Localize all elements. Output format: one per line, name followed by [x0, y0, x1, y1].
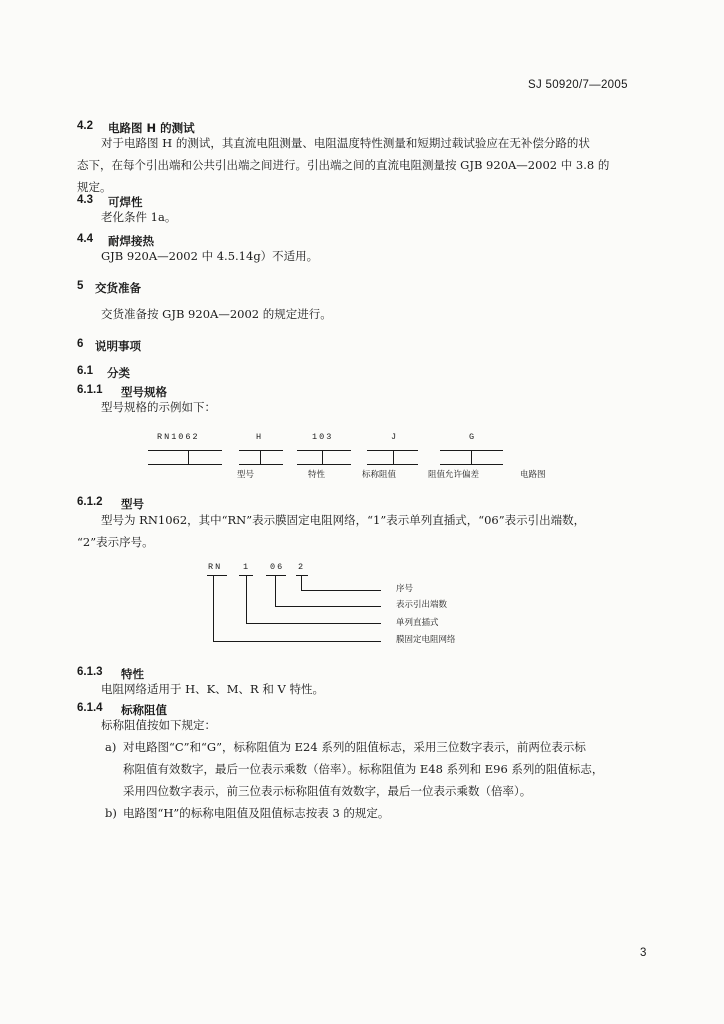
- example-bar-tolerance-stem: [393, 450, 394, 464]
- section-4-4-number: 4.4: [77, 233, 93, 245]
- section-4-3-title: 可焊性: [108, 195, 143, 209]
- section-4-3-number: 4.3: [77, 194, 93, 206]
- section-6-1-1-intro: 型号规格的示例如下：: [101, 400, 216, 414]
- section-6-1-3-text: 电阻网络适用于 H、K、M、R 和 V 特性。: [101, 682, 324, 696]
- item-a-line-3: 采用四位数字表示，前三位表示标称阻值有效数字，最后一位表示乘数（倍率）。: [123, 784, 532, 798]
- breakdown-label-terminals: 表示引出端数: [396, 600, 448, 610]
- breakdown-leader-1-horizontal: [246, 623, 381, 624]
- section-6-1-title: 分类: [107, 366, 130, 380]
- section-5-number: 5: [77, 280, 84, 292]
- example-bar-tolerance-bottom: [367, 464, 418, 465]
- item-b-marker: b): [105, 806, 117, 820]
- example-bar-resistance-top: [297, 450, 351, 451]
- section-6-1-2-number: 6.1.2: [77, 496, 103, 508]
- item-a-marker: a): [105, 740, 117, 754]
- example-label-circuit: 电路图: [520, 470, 546, 480]
- breakdown-code-06: 06: [270, 562, 285, 572]
- page-number: 3: [640, 947, 647, 959]
- breakdown-leader-2-horizontal: [301, 590, 381, 591]
- example-bar-circuit-stem: [471, 450, 472, 464]
- section-6-1-4-title: 标称阻值: [121, 703, 167, 717]
- example-bar-characteristic-stem: [260, 450, 261, 464]
- example-label-resistance: 标称阻值: [362, 470, 397, 480]
- example-label-characteristic: 特性: [308, 470, 326, 480]
- section-6-1-2-text-line-1: 型号为 RN1062，其中“RN”表示膜固定电阻网络，“1”表示单列直插式，“06”表示引出端数，: [101, 513, 586, 527]
- section-4-4-text: GJB 920A—2002 中 4.5.14g）不适用。: [101, 249, 319, 263]
- section-4-2-text-line-3: 规定。: [77, 180, 112, 194]
- section-6-1-2-text-line-2: “2”表示序号。: [77, 535, 154, 549]
- breakdown-leader-06-horizontal: [275, 606, 381, 607]
- example-code-tolerance: J: [391, 432, 399, 442]
- section-4-2-number: 4.2: [77, 120, 93, 132]
- section-5-text: 交货准备按 GJB 920A—2002 的规定进行。: [101, 307, 332, 321]
- breakdown-code-2: 2: [298, 562, 306, 572]
- example-code-characteristic: H: [256, 432, 264, 442]
- section-6-1-4-intro: 标称阻值按如下规定：: [101, 718, 216, 732]
- section-6-1-3-number: 6.1.3: [77, 666, 103, 678]
- example-code-circuit: G: [469, 432, 477, 442]
- example-bar-model-top: [148, 450, 222, 451]
- example-code-resistance: 103: [312, 432, 334, 442]
- breakdown-underline-rn: [207, 575, 227, 576]
- section-4-4-title: 耐焊接热: [108, 234, 154, 248]
- example-code-model: RN1062: [157, 432, 200, 442]
- section-6-1-3-title: 特性: [121, 667, 144, 681]
- breakdown-leader-rn-vertical: [213, 576, 214, 642]
- section-4-2-text-line-2: 态下，在每个引出端和公共引出端之间进行。引出端之间的直流电阻测量按 GJB 920A—2002 中 3.8 的: [77, 158, 610, 172]
- example-bar-circuit-bottom: [440, 464, 503, 465]
- example-bar-resistance-bottom: [297, 464, 351, 465]
- section-6-1-1-number: 6.1.1: [77, 384, 103, 396]
- section-6-1-number: 6.1: [77, 365, 93, 377]
- breakdown-code-rn: RN: [208, 562, 223, 572]
- section-4-2-title: 电路图 H 的测试: [108, 121, 195, 135]
- document-number: SJ 50920/7—2005: [528, 79, 628, 91]
- section-6-number: 6: [77, 338, 84, 350]
- breakdown-label-sip: 单列直插式: [396, 618, 439, 628]
- example-bar-model-stem: [188, 450, 189, 464]
- breakdown-leader-2-vertical: [301, 576, 302, 591]
- section-6-1-2-title: 型号: [121, 497, 144, 511]
- breakdown-leader-1-vertical: [246, 576, 247, 624]
- example-bar-model-bottom: [148, 464, 222, 465]
- breakdown-leader-rn-horizontal: [213, 641, 381, 642]
- example-bar-characteristic-bottom: [239, 464, 283, 465]
- section-4-3-text: 老化条件 1a。: [101, 210, 177, 224]
- section-6-1-4-number: 6.1.4: [77, 702, 103, 714]
- section-4-2-text-line-1: 对于电路图 H 的测试，其直流电阻测量、电阻温度特性测量和短期过载试验应在无补偿分路的状: [101, 136, 590, 150]
- breakdown-leader-06-vertical: [275, 576, 276, 607]
- example-bar-resistance-stem: [322, 450, 323, 464]
- breakdown-code-1: 1: [243, 562, 251, 572]
- breakdown-label-network: 膜固定电阻网络: [396, 635, 456, 645]
- breakdown-label-serial: 序号: [396, 584, 414, 594]
- section-6-1-1-title: 型号规格: [121, 385, 167, 399]
- example-label-model: 型号: [237, 470, 255, 480]
- example-label-tolerance: 阻值允许偏差: [428, 470, 480, 480]
- item-a-line-1: 对电路图“C”和“G”，标称阻值为 E24 系列的阻值标志，采用三位数字表示，前两位表示标: [123, 740, 586, 754]
- item-a-line-2: 称阻值有效数字，最后一位表示乘数（倍率）。标称阻值为 E48 系列和 E96 系列的阻值标志，: [123, 762, 604, 776]
- section-5-title: 交货准备: [95, 281, 141, 295]
- section-6-title: 说明事项: [95, 339, 141, 353]
- item-b-text: 电路图“H”的标称电阻值及阻值标志按表 3 的规定。: [123, 806, 390, 820]
